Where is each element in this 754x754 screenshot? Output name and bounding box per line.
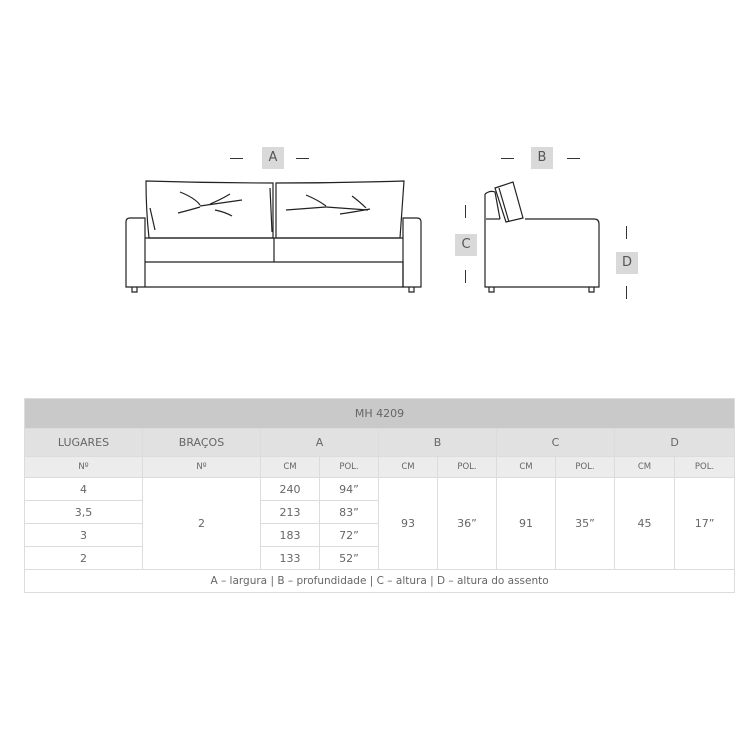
subheader-lugares-no: Nº [25,457,143,478]
subheader-c-pol: POL. [556,457,615,478]
cell-lugares: 3 [25,524,143,547]
subheader-b-cm: CM [379,457,438,478]
header-a: A [261,429,379,457]
cell-a-pol: 72” [320,524,379,547]
cell-a-cm: 240 [261,478,320,501]
header-d: D [615,429,735,457]
subheader-b-pol: POL. [438,457,497,478]
subheader-c-cm: CM [497,457,556,478]
cell-b-cm: 93 [379,478,438,570]
subheader-a-cm: CM [261,457,320,478]
header-lugares: LUGARES [25,429,143,457]
subheader-bracos-no: Nº [143,457,261,478]
table-title: MH 4209 [25,399,735,429]
dimensions-table [24,398,735,593]
cell-a-cm: 183 [261,524,320,547]
sofa-side-view [0,0,754,320]
cell-a-pol: 52” [320,547,379,570]
cell-b-pol: 36” [438,478,497,570]
cell-lugares: 3,5 [25,501,143,524]
subheader-d-cm: CM [615,457,675,478]
dimension-label-d: D [616,252,638,274]
dimension-label-a: A [262,147,284,169]
header-b: B [379,429,497,457]
cell-bracos: 2 [143,478,261,570]
table-row [25,478,735,501]
cell-c-pol: 35” [556,478,615,570]
header-bracos: BRAÇOS [143,429,261,457]
cell-c-cm: 91 [497,478,556,570]
dimension-label-b: B [531,147,553,169]
cell-d-cm: 45 [615,478,675,570]
subheader-d-pol: POL. [675,457,735,478]
cell-a-cm: 133 [261,547,320,570]
sofa-dimension-drawing [0,0,754,320]
subheader-a-pol: POL. [320,457,379,478]
table-legend: A – largura | B – profundidade | C – altura | D – altura do assento [25,570,735,593]
cell-a-pol: 83” [320,501,379,524]
cell-lugares: 4 [25,478,143,501]
cell-lugares: 2 [25,547,143,570]
cell-a-pol: 94” [320,478,379,501]
cell-a-cm: 213 [261,501,320,524]
dimension-label-c: C [455,234,477,256]
header-c: C [497,429,615,457]
cell-d-pol: 17” [675,478,735,570]
